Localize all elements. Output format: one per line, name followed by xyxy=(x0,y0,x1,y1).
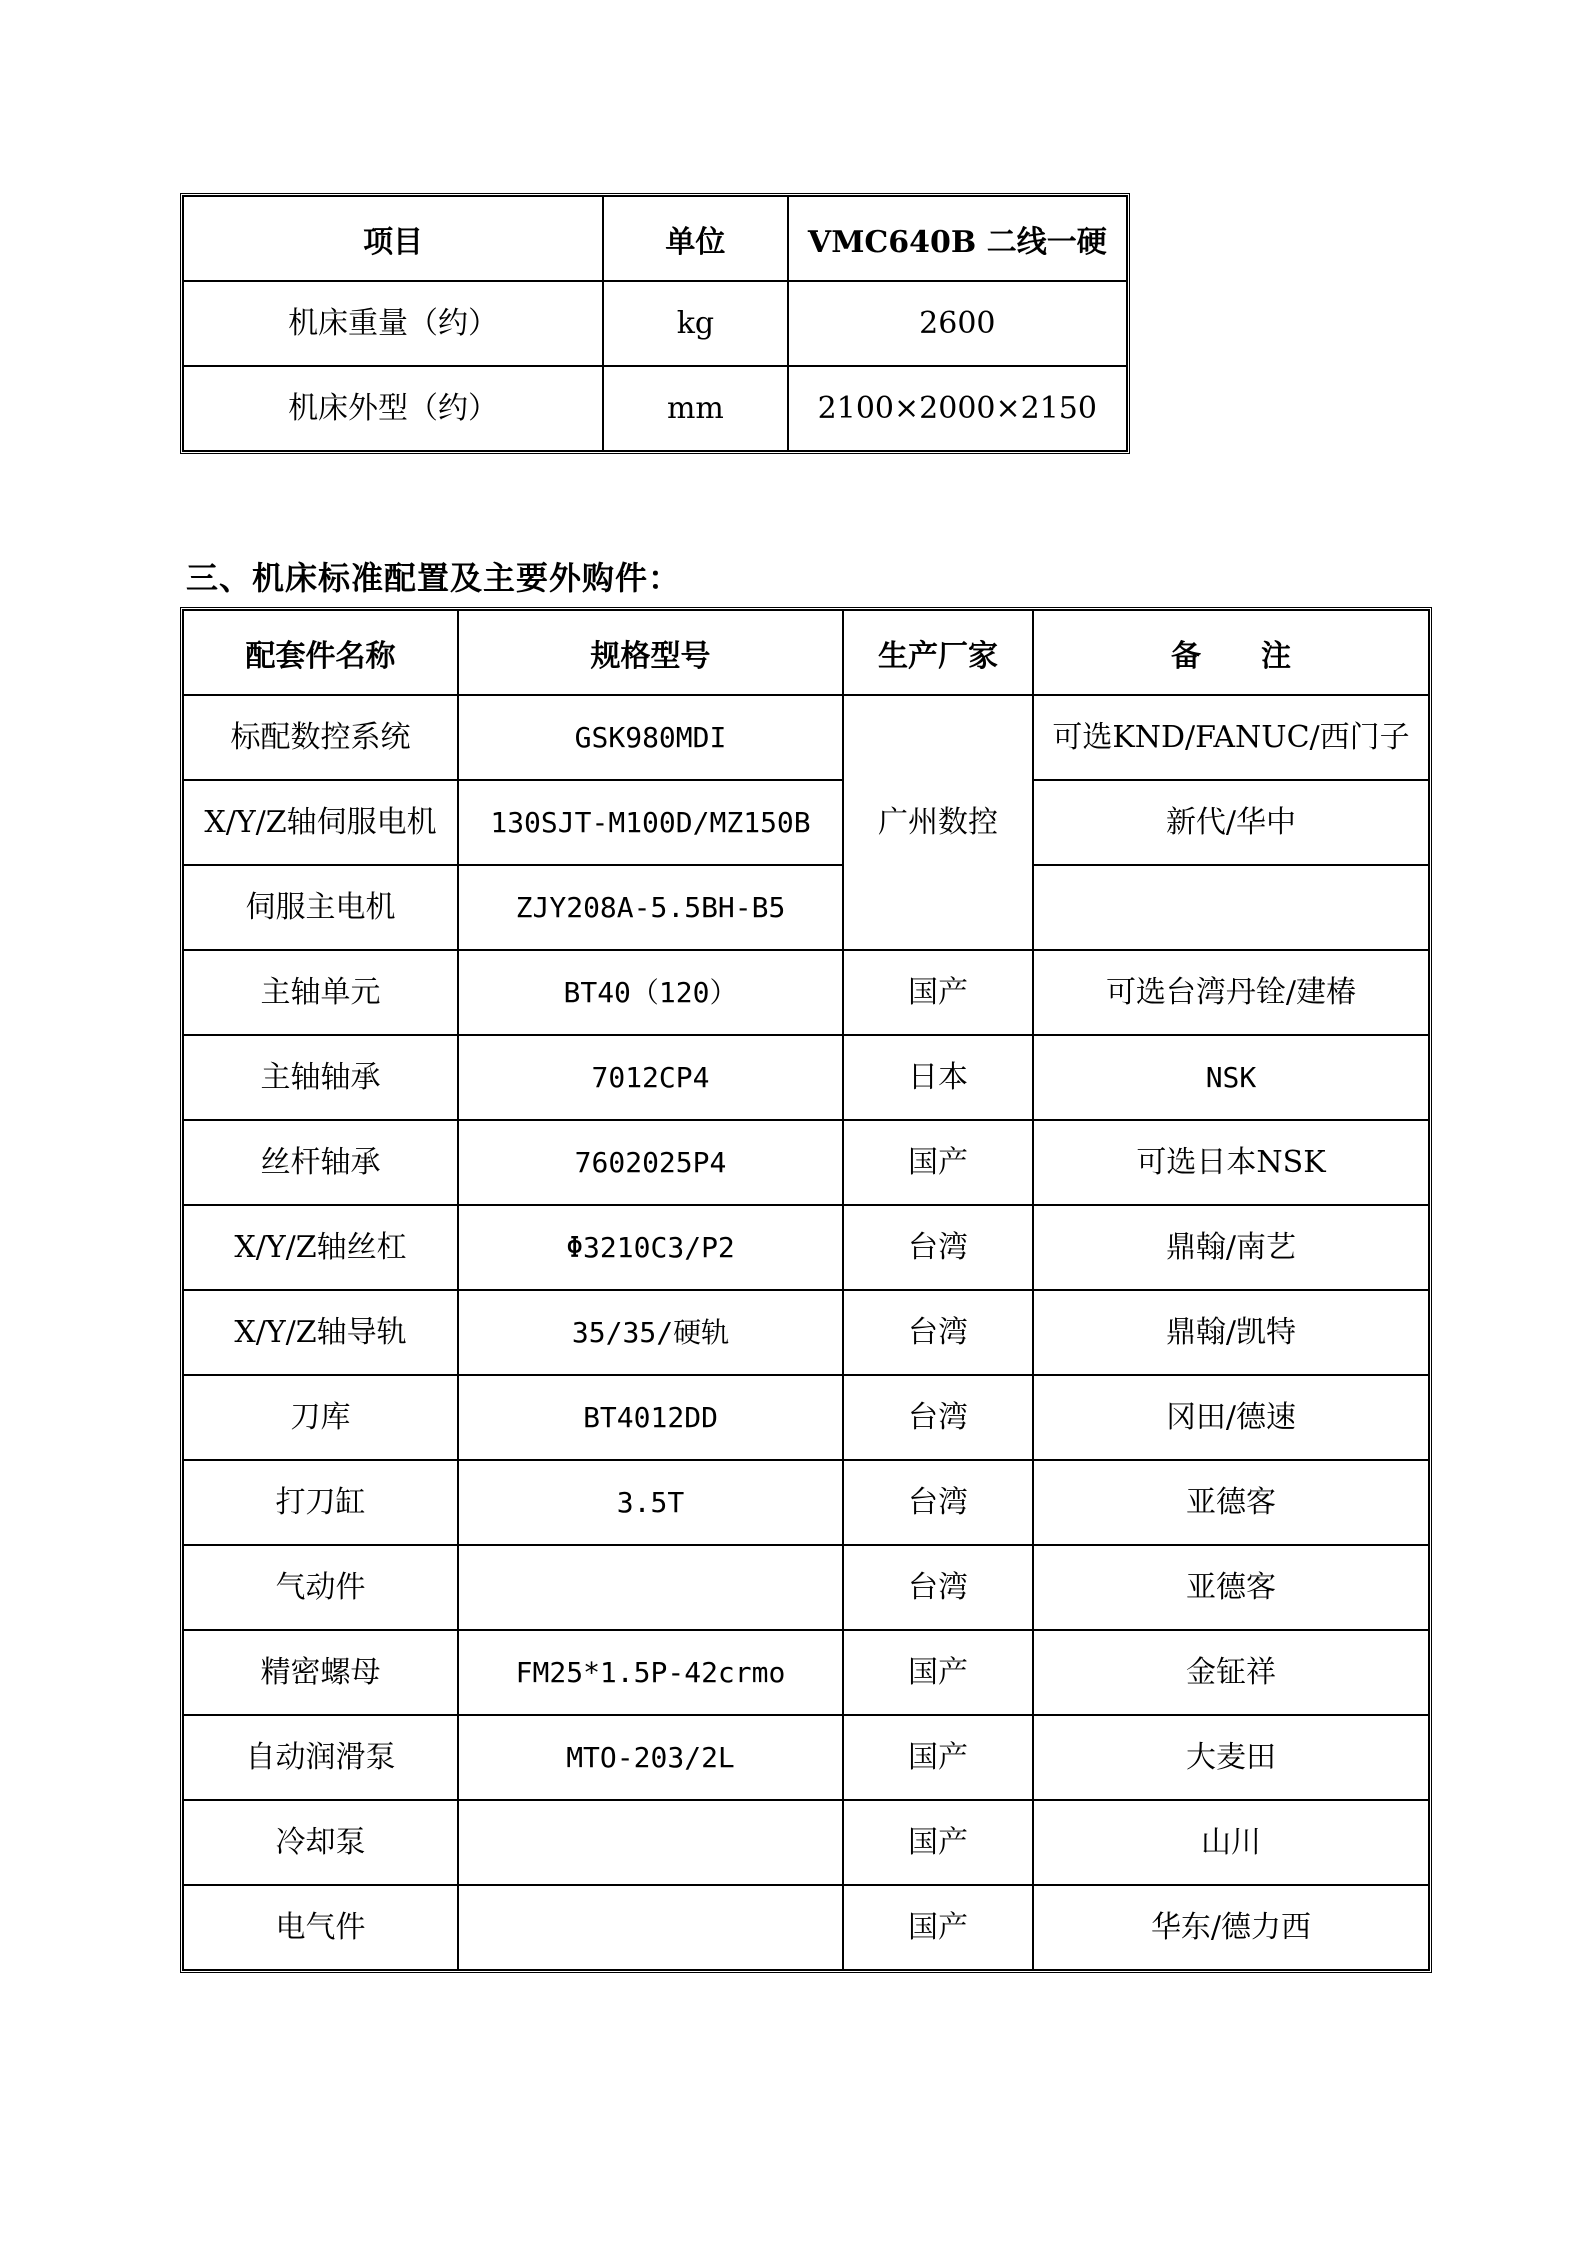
cell-note: 大麦田 xyxy=(1033,1715,1429,1800)
header-model-spec: 规格型号 xyxy=(458,610,843,695)
table-row xyxy=(183,1375,1429,1460)
cell-note: 山川 xyxy=(1033,1800,1429,1885)
cell-model: Φ3210C3/P2 xyxy=(458,1205,843,1290)
table-row xyxy=(183,1460,1429,1545)
cell-note xyxy=(1033,865,1429,950)
cell-part-name: 气动件 xyxy=(183,1545,458,1630)
cell-manufacturer: 国产 xyxy=(843,1885,1033,1970)
header-unit: 单位 xyxy=(603,196,788,281)
cell-part-name: 打刀缸 xyxy=(183,1460,458,1545)
cell-manufacturer: 国产 xyxy=(843,1800,1033,1885)
table-row xyxy=(183,780,1429,865)
machine-spec-table xyxy=(180,193,1130,454)
table-row xyxy=(183,281,1127,366)
table-row xyxy=(183,1545,1429,1630)
cell-manufacturer: 台湾 xyxy=(843,1375,1033,1460)
cell-model: BT40（120） xyxy=(458,950,843,1035)
cell-model: 35/35/硬轨 xyxy=(458,1290,843,1375)
cell-model: ZJY208A-5.5BH-B5 xyxy=(458,865,843,950)
cell-model: BT4012DD xyxy=(458,1375,843,1460)
cell-value: 2600 xyxy=(788,281,1127,366)
cell-note: 新代/华中 xyxy=(1033,780,1429,865)
cell-item: 机床重量（约） xyxy=(183,281,603,366)
table-header-row xyxy=(183,196,1127,281)
cell-manufacturer: 国产 xyxy=(843,1715,1033,1800)
cell-manufacturer: 台湾 xyxy=(843,1460,1033,1545)
table-row xyxy=(183,1800,1429,1885)
cell-unit: mm xyxy=(603,366,788,451)
cell-model: MTO-203/2L xyxy=(458,1715,843,1800)
cell-part-name: 精密螺母 xyxy=(183,1630,458,1715)
cell-value: 2100×2000×2150 xyxy=(788,366,1127,451)
cell-model: GSK980MDI xyxy=(458,695,843,780)
cell-manufacturer: 日本 xyxy=(843,1035,1033,1120)
cell-note: 华东/德力西 xyxy=(1033,1885,1429,1970)
header-model: VMC640B 二线一硬 xyxy=(788,196,1127,281)
cell-part-name: X/Y/Z轴伺服电机 xyxy=(183,780,458,865)
table-row xyxy=(183,1290,1429,1375)
header-remarks: 备 注 xyxy=(1033,610,1429,695)
cell-manufacturer: 台湾 xyxy=(843,1290,1033,1375)
cell-manufacturer: 国产 xyxy=(843,950,1033,1035)
cell-model xyxy=(458,1545,843,1630)
cell-model: 7602025P4 xyxy=(458,1120,843,1205)
table-row xyxy=(183,1715,1429,1800)
cell-unit: kg xyxy=(603,281,788,366)
header-manufacturer: 生产厂家 xyxy=(843,610,1033,695)
cell-note: 金钲祥 xyxy=(1033,1630,1429,1715)
cell-item: 机床外型（约） xyxy=(183,366,603,451)
cell-note: 亚德客 xyxy=(1033,1460,1429,1545)
table-row xyxy=(183,1205,1429,1290)
cell-part-name: 主轴轴承 xyxy=(183,1035,458,1120)
cell-note: 冈田/德速 xyxy=(1033,1375,1429,1460)
cell-note: 亚德客 xyxy=(1033,1545,1429,1630)
cell-part-name: X/Y/Z轴丝杠 xyxy=(183,1205,458,1290)
cell-model xyxy=(458,1800,843,1885)
cell-part-name: 丝杆轴承 xyxy=(183,1120,458,1205)
standard-config-table xyxy=(180,607,1432,1973)
section-heading: 三、机床标准配置及主要外购件： xyxy=(186,559,682,597)
cell-note: 鼎翰/南艺 xyxy=(1033,1205,1429,1290)
cell-note: 可选台湾丹铨/建椿 xyxy=(1033,950,1429,1035)
cell-part-name: 电气件 xyxy=(183,1885,458,1970)
cell-manufacturer: 台湾 xyxy=(843,1205,1033,1290)
table-row xyxy=(183,1885,1429,1970)
table-row xyxy=(183,695,1429,780)
cell-part-name: X/Y/Z轴导轨 xyxy=(183,1290,458,1375)
cell-note: NSK xyxy=(1033,1035,1429,1120)
cell-part-name: 自动润滑泵 xyxy=(183,1715,458,1800)
cell-manufacturer: 台湾 xyxy=(843,1545,1033,1630)
cell-part-name: 标配数控系统 xyxy=(183,695,458,780)
table-row xyxy=(183,950,1429,1035)
cell-model: FM25*1.5P-42crmo xyxy=(458,1630,843,1715)
cell-model: 130SJT-M100D/MZ150B xyxy=(458,780,843,865)
cell-note: 鼎翰/凯特 xyxy=(1033,1290,1429,1375)
cell-manufacturer: 国产 xyxy=(843,1120,1033,1205)
cell-model xyxy=(458,1885,843,1970)
cell-note: 可选KND/FANUC/西门子 xyxy=(1033,695,1429,780)
table-row xyxy=(183,865,1429,950)
table-row xyxy=(183,1630,1429,1715)
cell-part-name: 伺服主电机 xyxy=(183,865,458,950)
cell-model: 7012CP4 xyxy=(458,1035,843,1120)
cell-part-name: 刀库 xyxy=(183,1375,458,1460)
cell-part-name: 主轴单元 xyxy=(183,950,458,1035)
cell-model: 3.5T xyxy=(458,1460,843,1545)
table-row xyxy=(183,1120,1429,1205)
header-part-name: 配套件名称 xyxy=(183,610,458,695)
table-row xyxy=(183,1035,1429,1120)
cell-part-name: 冷却泵 xyxy=(183,1800,458,1885)
table-row xyxy=(183,366,1127,451)
header-item: 项目 xyxy=(183,196,603,281)
table-header-row xyxy=(183,610,1429,695)
cell-manufacturer: 国产 xyxy=(843,1630,1033,1715)
cell-note: 可选日本NSK xyxy=(1033,1120,1429,1205)
cell-manufacturer: 广州数控 xyxy=(843,695,1033,950)
